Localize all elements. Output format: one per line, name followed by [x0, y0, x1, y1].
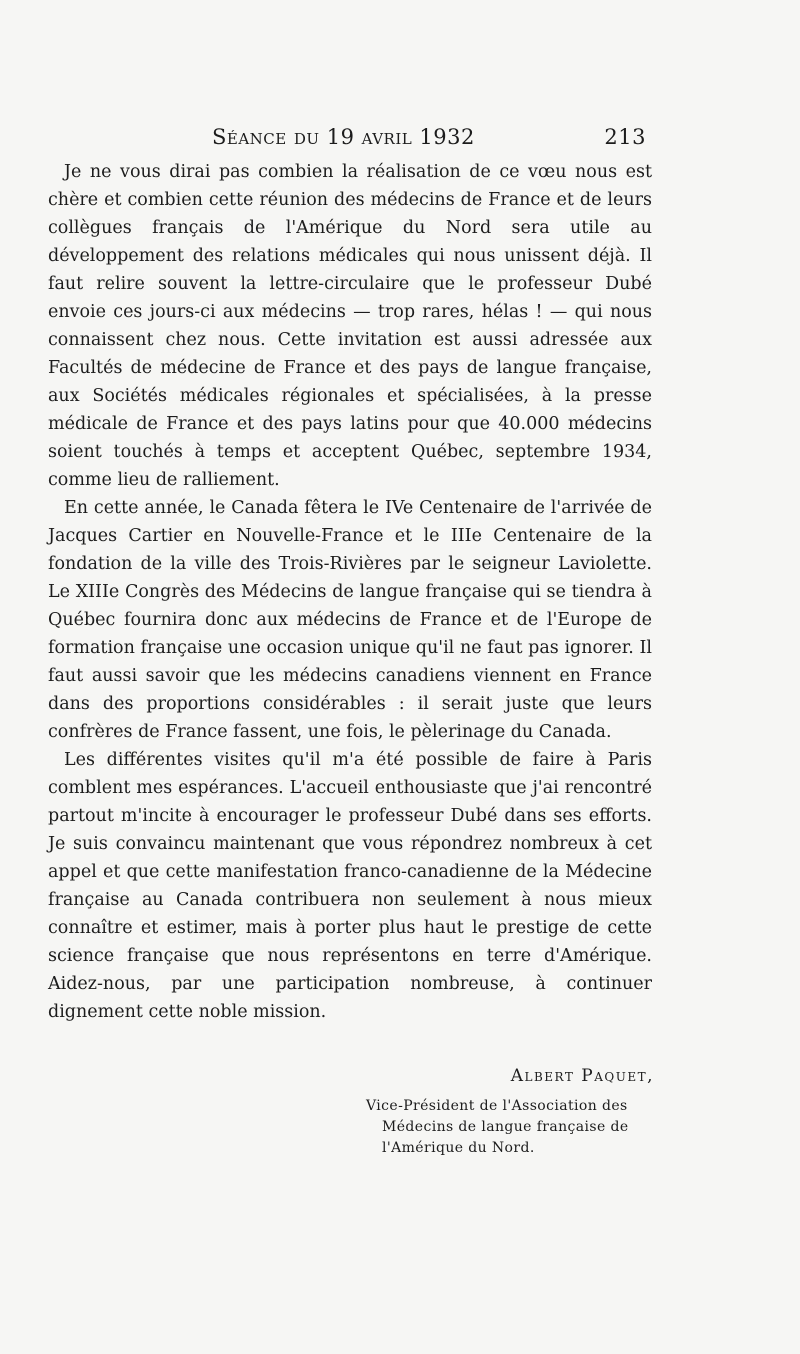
signatory-title-line: l'Amérique du Nord.: [382, 1140, 535, 1156]
signature-block: [366, 1066, 656, 1159]
paragraph: En cette année, le Canada fêtera le IVe Centenaire de l'arrivée de Jacques Cartier en Nouvelle-France et le IIIe Centenaire de la fondation de la ville des Trois-Rivières par le seigneur Laviolette. Le XIIIe Congrès des Médecins de langue française qui se tiendra à Québec fournira donc aux médecins de France et de l'Europe de formation française une occasion unique qu'il ne faut pas ignorer. Il faut aussi savoir que les médecins canadiens viennent en France dans des proportions considérables : il serait juste que leurs confrères de France fassent, une fois, le pèlerinage du Canada.: [48, 498, 652, 742]
signatory-title-line: Vice-Président de l'Association des: [366, 1098, 628, 1114]
body-text: [48, 158, 652, 1026]
paragraph: Je ne vous dirai pas combien la réalisation de ce vœu nous est chère et combien cette réunion des médecins de France et de leurs collègues français de l'Amérique du Nord sera utile au développement des relations médicales qui nous unissent déjà. Il faut relire souvent la lettre-circulaire que le professeur Dubé envoie ces jours-ci aux médecins — trop rares, hélas ! — qui nous connaissent chez nous. Cette invitation est aussi adressée aux Facultés de médecine de France et des pays de langue française, aux Sociétés médicales régionales et spécialisées, à la presse médicale de France et des pays latins pour que 40.000 médecins soient touchés à temps et acceptent Québec, septembre 1934, comme lieu de ralliement.: [48, 162, 652, 490]
signatory-title-line: Médecins de langue française de: [382, 1119, 629, 1135]
page-number: 213: [604, 125, 646, 149]
running-title: Séance du 19 avril 1932: [212, 125, 475, 149]
paragraph: Les différentes visites qu'il m'a été possible de faire à Paris comblent mes espérances. L'accueil enthousiaste que j'ai rencontré partout m'incite à encourager le professeur Dubé dans ses efforts. Je suis convaincu maintenant que vous répondrez nombreux à cet appel et que cette manifestation franco-canadienne de la Médecine française au Canada contribuera non seulement à nous mieux connaître et estimer, mais à porter plus haut le prestige de cette science française que nous représentons en terre d'Amérique. Aidez-nous, par une participation nombreuse, à continuer dignement cette noble mission.: [48, 750, 652, 1022]
page-header: [212, 125, 646, 149]
signatory-name: Albert Paquet,: [510, 1066, 654, 1086]
